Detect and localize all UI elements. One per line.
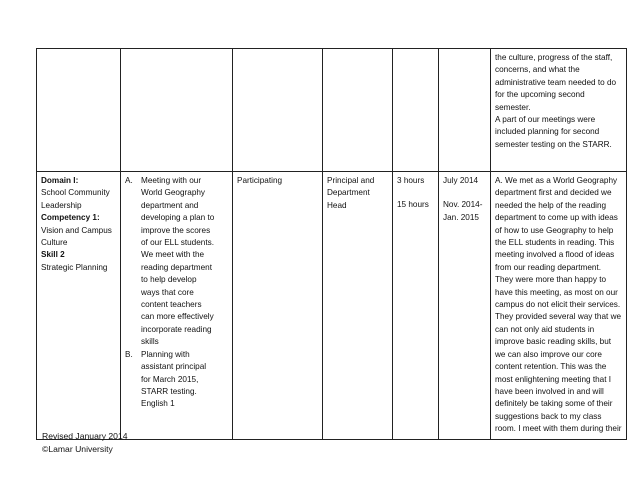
reflection-continuation-text: the culture, progress of the staff, concerns, and what the administrative team needed to do for the upcoming second semester. A part of our meetings were included planning for second semester testing on the STARR.: [495, 53, 617, 149]
table-row: [37, 49, 627, 172]
hours-cell: [393, 172, 439, 440]
activity-text: Meeting with our World Geography department and developing a plan to improve the scores of our ELL students. We meet with the reading department to help develop ways that core content teachers can more effectively incorporate reading skills: [141, 176, 215, 347]
date-value: Nov. 2014- Jan. 2015: [443, 200, 483, 222]
page-footer: [42, 430, 128, 455]
list-item: [125, 349, 228, 411]
table-row: [37, 172, 627, 440]
competency-label: Competency 1:: [41, 213, 100, 223]
competency-text: Vision and Campus Culture: [41, 225, 112, 248]
collaborator-cell: [323, 172, 393, 440]
reflection-text: A. We met as a World Geography department first and decided we needed the help of the reading department to come up with ideas of how to use Geography to help the ELL students in reading. This meeting involved a flood of ideas from our reading department. They were more than happy to have this meeting, as most on our campus do not elicit their services. They provided several way that we can not only aid students in improve basic reading skills, but we can also improve our core content retention. This was the most enlightening meeting that I have been involved in and will definitely be taking some of their suggestions back to my class room. I meet with them during their: [495, 176, 622, 434]
list-marker: B.: [125, 349, 133, 359]
activities-cell: [121, 49, 233, 172]
date-cell: [439, 172, 491, 440]
domain-cell: [37, 49, 121, 172]
hours-cell: [393, 49, 439, 172]
list-marker: A.: [125, 176, 133, 185]
revision-note: Revised January 2014: [42, 431, 128, 441]
domain-text: School Community Leadership: [41, 188, 110, 210]
activity-log-table: [36, 48, 627, 440]
role-text: Participating: [237, 176, 283, 185]
hours-value: 15 hours: [397, 200, 429, 210]
reflection-cell: [491, 172, 627, 440]
role-cell: [233, 49, 323, 172]
list-item: [125, 175, 228, 349]
hours-value: 3 hours: [397, 176, 425, 185]
collaborator-text: Principal and Department Head: [327, 176, 375, 210]
collaborator-cell: [323, 49, 393, 172]
reflection-cell: [491, 49, 627, 172]
role-cell: [233, 172, 323, 440]
activity-list: [125, 175, 228, 411]
domain-label: Domain I:: [41, 176, 79, 185]
skill-label: Skill 2: [41, 250, 65, 260]
activity-text: Planning with assistant principal for March 2015, STARR testing. English 1: [141, 349, 207, 409]
skill-text: Strategic Planning: [41, 262, 108, 272]
copyright-note: ©Lamar University: [42, 443, 113, 454]
date-cell: [439, 49, 491, 172]
date-value: July 2014: [443, 176, 479, 185]
domain-cell: [37, 172, 121, 440]
activities-cell: [121, 172, 233, 440]
